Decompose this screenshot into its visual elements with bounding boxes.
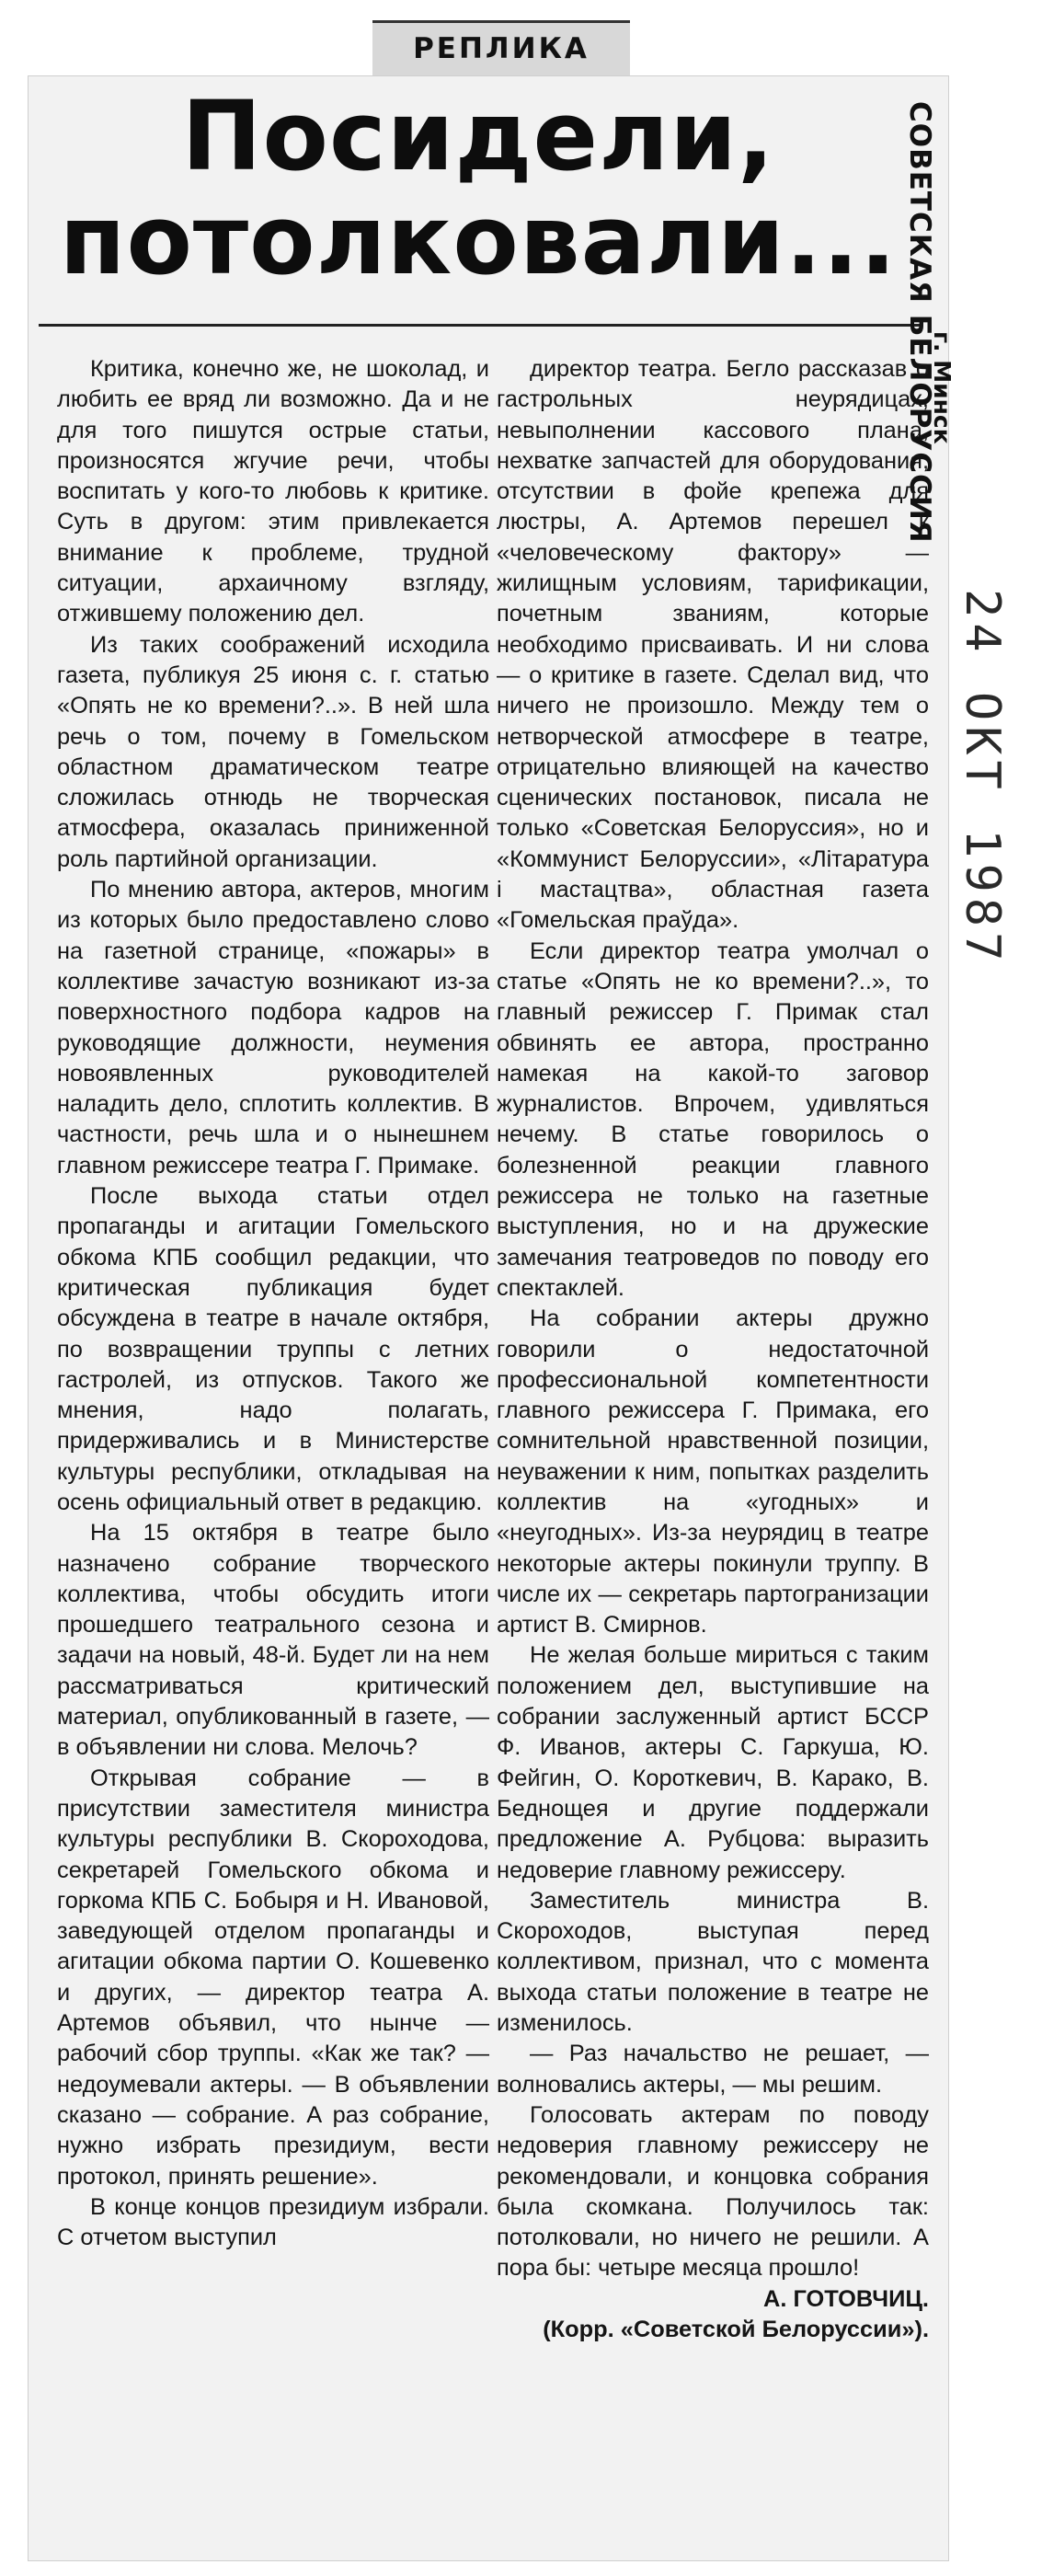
newspaper-name-stamp: СОВЕТСКАЯ БЕЛОРУССИЯ bbox=[903, 101, 936, 544]
paragraph: На 15 октября в театре было назначено собрание творческого коллектива, чтобы обсудить итоги прошедшего театрального сезона и задачи на новый, 48-й. Будет ли на нем рассматриваться критический материал, опубликованный в газете, — в объявлении ни слова. Мелочь? bbox=[57, 1520, 489, 1761]
article-column-left bbox=[57, 354, 489, 2253]
paragraph: директор театра. Бегло рассказав о гастрольных неурядицах, невыполнении кассового плана, нехватке запчастей для оборудования, отсутствии в фойе крепежа для люстры, А. Артемов перешел к «человеческому фактору» — жилищным условиям, тарификации, почетным званиям, которые необходимо присваивать. И ни слова — о критике в газете. Сделал вид, что ничего не произошло. Между тем о нетворческой атмосфере в театре, отрицательно влияющей на качество сценических постановок, писала не только «Советская Белоруссия», но и «Коммунист Белоруссии», «Лiтаратура i мастацтва», областная газета «Гомельская праўда». bbox=[497, 356, 929, 934]
paragraph: Голосовать актерам по поводу недоверия главному режиссеру не рекомендовали, и концовка собрания была скомкана. Получилось так: потолковали, но ничего не решили. А пора бы: четыре месяца прошло! bbox=[497, 2101, 929, 2282]
article-column-right bbox=[497, 354, 929, 2345]
paragraph: Не желая больше мириться с таким положением дел, выступившие на собрании заслуженный артист БССР Ф. Иванов, актеры С. Гаркуша, Ю. Фейгин, О. Короткевич, В. Карако, В. Беднощея и другие поддержали предложение А. Рубцова: выразить недоверие главному режиссеру. bbox=[497, 1642, 929, 1883]
paragraph: Из таких соображений исходила газета, публикуя 25 июня с. г. статью «Опять не ко времени?..». В ней шла речь о том, почему в Гомельском областном драматическом театре сложилась отнюдь не творческая атмосфера, оказалась приниженной роль партийной организации. bbox=[57, 631, 489, 872]
rubric-box bbox=[372, 20, 630, 76]
paragraph: После выхода статьи отдел пропаганды и агитации Гомельского обкома КПБ сообщил редакции, что критическая публикация будет обсуждена в театре в начале октября, по возвращении труппы с летних гастролей, из отпусков. Такого же мнения, надо полагать, придерживались и в Министерстве культуры республики, откладывая на осень официальный ответ в редакцию. bbox=[57, 1183, 489, 1515]
paragraph: — Раз начальство не решает, — волновались актеры, — мы решим. bbox=[497, 2041, 929, 2098]
paragraph: В конце концов президиум избрали. С отчетом выступил bbox=[57, 2193, 489, 2251]
paragraph: На собрании актеры дружно говорили о недостаточной профессиональной компетентности главного режиссера Г. Примака, его сомнительной нравственной позиции, неуважении к ним, попытках разделить коллектив на «угодных» и «неугодных». Из-за неурядиц в театре некоторые актеры покинули труппу. В числе их — секретарь партогранизации артист В. Смирнов. bbox=[497, 1305, 929, 1639]
paragraph: По мнению автора, актеров, многим из которых было предоставлено слово на газетной странице, «пожары» в коллективе зачастую возникают из-за поверхностного подбора кадров на руководящие должности, неумения новоявленных руководителей наладить дело, сплотить коллектив. В частности, речь шла и о нынешнем главном режиссере театра Г. Примаке. bbox=[57, 877, 489, 1179]
city-stamp: г. Минск bbox=[929, 331, 956, 444]
article-headline: Посидели, потолковали... bbox=[59, 80, 898, 296]
author-signature: А. ГОТОВЧИЦ. bbox=[763, 2285, 929, 2312]
paragraph: Критика, конечно же, не шоколад, и любить ее вряд ли возможно. Да и не для того пишутся острые статьи, произносятся жгучие речи, чтобы воспитать у кого-то любовь к критике. Суть в другом: этим привлекается внимание к проблеме, трудной ситуации, архаичному взгляду, отжившему положению дел. bbox=[57, 356, 489, 627]
rubric-label: РЕПЛИКА bbox=[413, 32, 590, 65]
headline-divider bbox=[39, 324, 922, 327]
author-credit: (Корр. «Советской Белоруссии»). bbox=[543, 2317, 929, 2342]
date-stamp: 24 ОКТ 1987 bbox=[955, 589, 1010, 967]
paragraph: Открывая собрание — в присутствии заместителя министра культуры республики В. Скороходова, секретарей Гомельского обкома и горкома КПБ С. Бобыря и Н. Ивановой, заведующей отделом пропаганды и агитации обкома партии О. Кошевенко и других, — директор театра А. Артемов объявил, что нынче — рабочий сбор труппы. «Как же так? — недоумевали актеры. — В объявлении сказано — собрание. А раз собрание, нужно избрать президиум, вести протокол, принять решение». bbox=[57, 1765, 489, 2190]
paragraph: Если директор театра умолчал о статье «Опять не ко времени?..», то главный режиссер Г. Примак стал обвинять ее автора, пространно намекая на какой-то заговор журналистов. Впрочем, удивляться нечему. В статье говорилось о болезненной реакции главного режиссера не только на газетные выступления, но и на дружеские замечания театроведов по поводу его спектаклей. bbox=[497, 937, 929, 1301]
paragraph: Заместитель министра В. Скороходов, выступая перед коллективом, признал, что с момента выхода статьи положение в театре не изменилось. bbox=[497, 1887, 929, 2037]
